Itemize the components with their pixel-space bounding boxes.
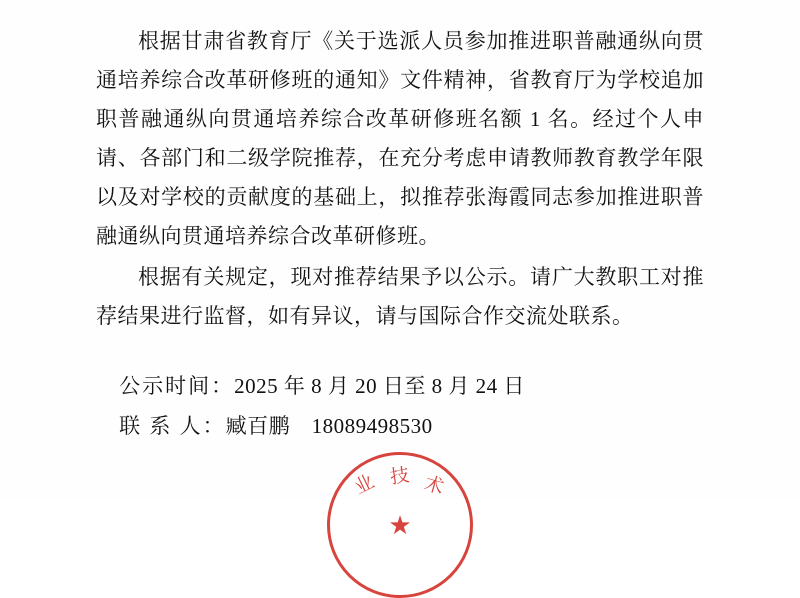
info-value-publicity-period: 2025 年 8 月 20 日至 8 月 24 日 bbox=[234, 374, 525, 398]
info-value-contact: 臧百鹏 18089498530 bbox=[225, 414, 433, 438]
seal-star-icon: ★ bbox=[388, 511, 412, 540]
official-seal-stamp bbox=[327, 452, 473, 598]
seal-char-2: 技 bbox=[388, 464, 414, 489]
notice-info-block bbox=[96, 366, 704, 446]
paragraph-2: 根据有关规定，现对推荐结果予以公示。请广大教职工对推荐结果进行监督，如有异议，请与国际合作交流处联系。 bbox=[96, 265, 704, 328]
seal-char-3: 术 bbox=[421, 473, 449, 500]
paragraph-1: 根据甘肃省教育厅《关于选派人员参加推进职普融通纵向贯通培养综合改革研修班的通知》文件精神，省教育厅为学校追加职普融通纵向贯通培养综合改革研修班名额 1 名。经过个人申请、各部门和二级学院推荐，在充分考虑申请教师教育教学年限以及对学校的贡献度的基础上，拟推荐张海霞同志参加推进职普融通纵向贯通培养综合改革研修班。 bbox=[96, 29, 704, 248]
document-body bbox=[96, 22, 704, 336]
seal-char-1: 业 bbox=[351, 470, 381, 499]
info-line-publicity-period bbox=[96, 366, 704, 406]
info-label-publicity-period: 公示时间： bbox=[119, 374, 235, 398]
info-line-contact bbox=[96, 406, 704, 446]
info-label-contact: 联 系 人： bbox=[119, 414, 226, 438]
